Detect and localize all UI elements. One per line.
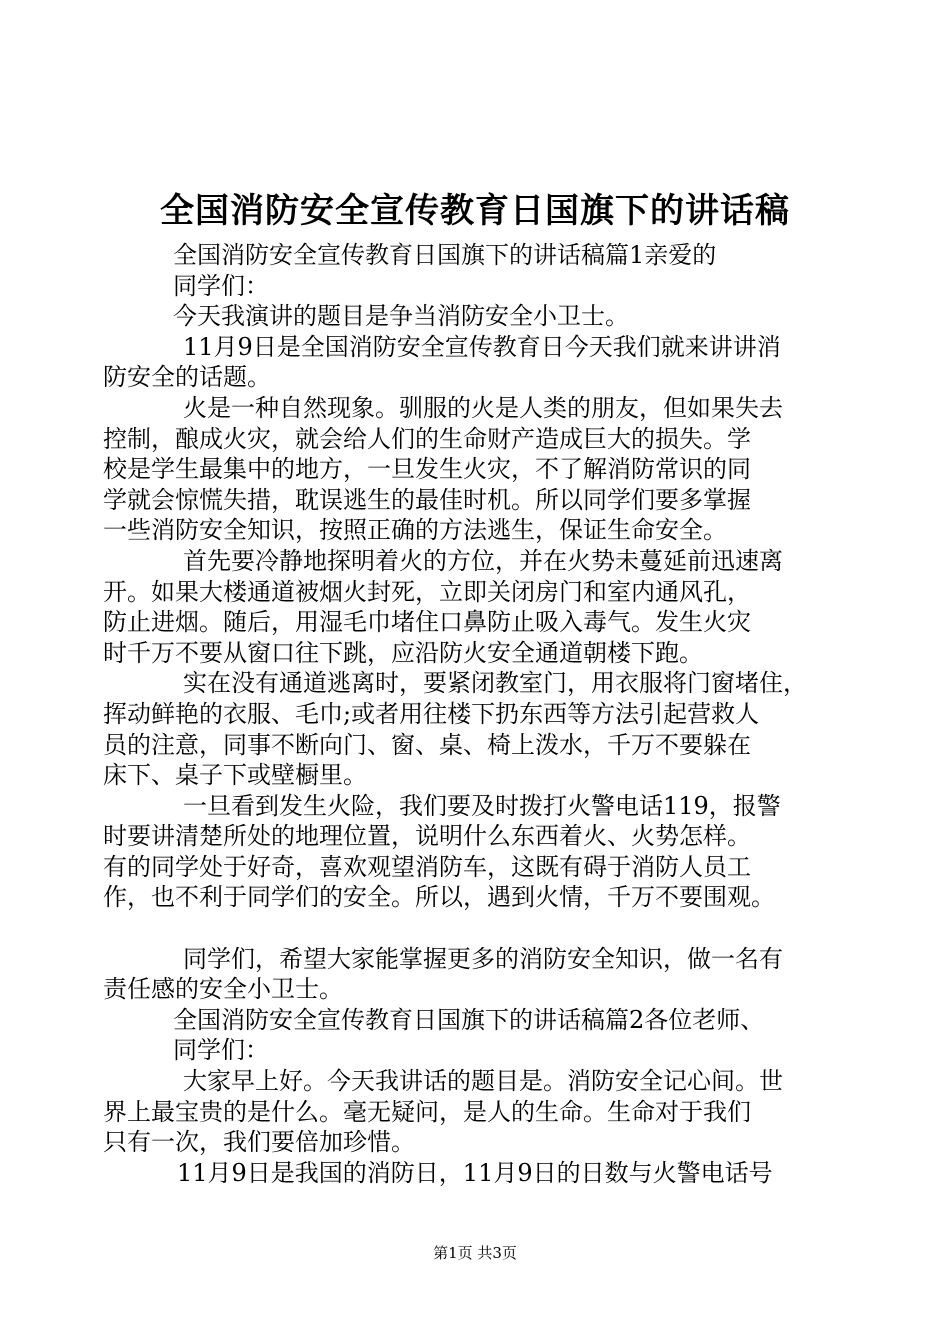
body-line: 床下、桌子下或壁橱里。 (103, 761, 367, 790)
body-line: 同学们，希望大家能掌握更多的消防安全知识，做一名有 (183, 944, 783, 973)
blank-line (103, 913, 853, 944)
body-line: 时千万不要从窗口往下跳，应沿防火安全通道朝楼下跑。 (103, 638, 703, 667)
body-line: 一旦看到发生火险，我们要及时拨打火警电话119，报警 (183, 791, 781, 820)
body-line: 员的注意，同事不断向门、窗、桌、椅上泼水，千万不要躲在 (103, 730, 751, 759)
body-line: 作，也不利于同学们的安全。所以，遇到火情，千万不要围观。 (103, 883, 775, 912)
document-body (103, 240, 853, 1188)
body-line: 挥动鲜艳的衣服、毛巾;或者用往楼下扔东西等方法引起营救人 (103, 699, 760, 728)
body-line: 全国消防安全宣传教育日国旗下的讲话稿篇2各位老师、 (173, 1005, 765, 1034)
body-line: 控制，酿成火灾，就会给人们的生命财产造成巨大的损失。学 (103, 424, 751, 453)
body-line: 责任感的安全小卫士。 (103, 975, 343, 1004)
document-title: 全国消防安全宣传教育日国旗下的讲话稿 (160, 191, 790, 231)
body-line: 实在没有通道逃离时，要紧闭教室门，用衣服将门窗堵住， (183, 669, 807, 698)
body-line: 防止进烟。随后，用湿毛巾堵住口鼻防止吸入毒气。发生火灾 (103, 608, 751, 637)
body-line: 11月9日是全国消防安全宣传教育日今天我们就来讲讲消 (183, 332, 781, 361)
body-line: 学就会惊慌失措，耽误逃生的最佳时机。所以同学们要多掌握 (103, 485, 751, 514)
body-line: 一些消防安全知识，按照正确的方法逃生，保证生命安全。 (103, 516, 727, 545)
body-line: 界上最宝贵的是什么。毫无疑问，是人的生命。生命对于我们 (103, 1097, 751, 1126)
body-line: 时要讲清楚所处的地理位置，说明什么东西着火、火势怎样。 (103, 822, 751, 851)
body-line: 首先要冷静地探明着火的方位，并在火势未蔓延前迅速离 (183, 546, 783, 575)
body-line: 大家早上好。今天我讲话的题目是。消防安全记心间。世 (183, 1067, 783, 1096)
body-line: 只有一次，我们要倍加珍惜。 (103, 1128, 415, 1157)
body-line: 同学们： (173, 1036, 269, 1065)
body-line: 11月9日是我国的消防日，11月9日的日数与火警电话号 (177, 1158, 773, 1187)
body-line: 防安全的话题。 (103, 363, 271, 392)
body-line: 开。如果大楼通道被烟火封死，立即关闭房门和室内通风孔， (103, 577, 751, 606)
body-line: 火是一种自然现象。驯服的火是人类的朋友，但如果失去 (183, 393, 783, 422)
body-line: 今天我演讲的题目是争当消防安全小卫士。 (173, 302, 629, 331)
body-line: 校是学生最集中的地方，一旦发生火灾，不了解消防常识的同 (103, 455, 751, 484)
body-line: 有的同学处于好奇，喜欢观望消防车，这既有碍于消防人员工 (103, 852, 751, 881)
page-footer: 第1页 共3页 (433, 1244, 517, 1262)
body-line: 全国消防安全宣传教育日国旗下的讲话稿篇1亲爱的 (173, 241, 717, 269)
body-line: 同学们： (173, 271, 269, 300)
